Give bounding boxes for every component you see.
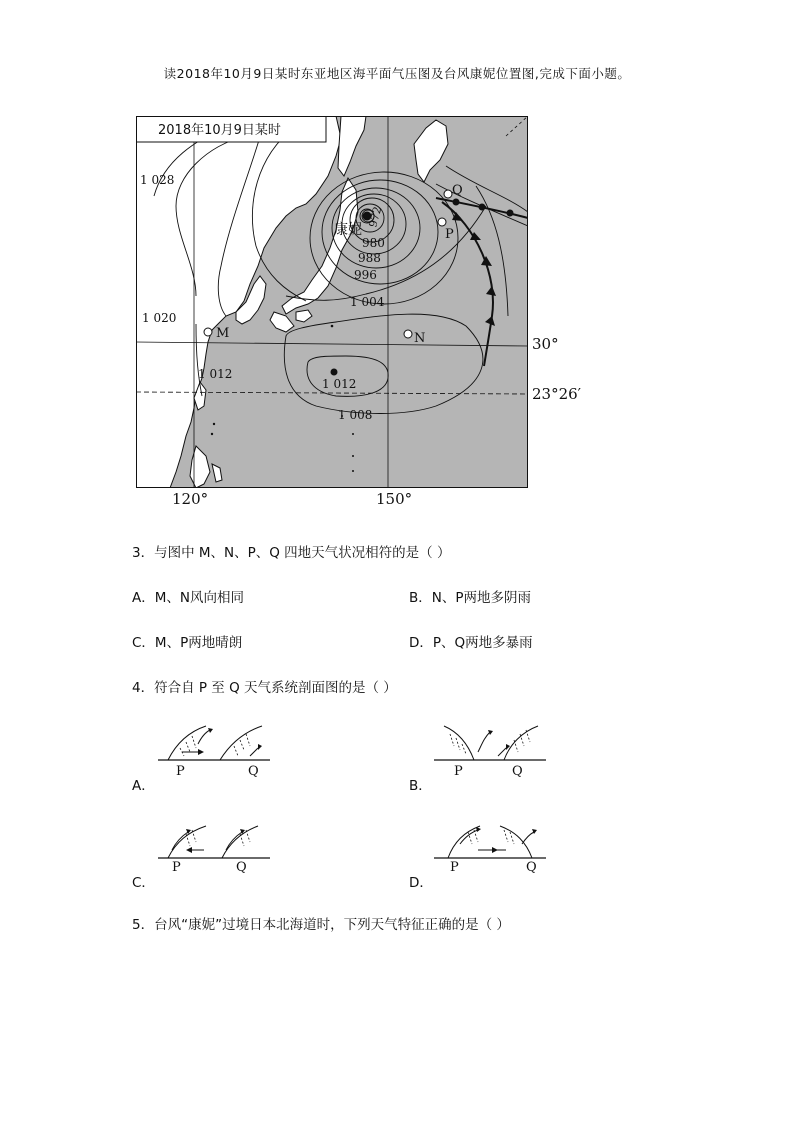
isobar-label-980: 980: [362, 236, 385, 250]
label-Q: Q: [452, 183, 463, 198]
question-5-stem: 5．台风“康妮”过境日本北海道时，下列天气特征正确的是（ ）: [132, 917, 510, 933]
label-N: N: [414, 331, 426, 346]
q4-diagram-c: [158, 820, 270, 864]
q3-option-a: A．M、N风向相同: [132, 590, 244, 606]
q4-d-label-q: Q: [526, 860, 537, 875]
q4-option-c-letter: C．: [132, 875, 155, 891]
lon-label-150: 150°: [376, 490, 413, 508]
q4-diagram-b: [434, 722, 546, 766]
high-center: [331, 369, 338, 376]
question-3-stem: 3．与图中 M、N、P、Q 四地天气状况相符的是（ ）: [132, 545, 451, 561]
pressure-map: [136, 116, 528, 488]
isobar-label-1012-high: 1 012: [322, 377, 357, 391]
isobar-label-1020: 1 020: [142, 311, 177, 325]
typhoon-name: 康妮: [334, 222, 362, 238]
lat-label-tropic: 23°26′: [532, 385, 582, 403]
q4-option-a-letter: A．: [132, 778, 155, 794]
q4-diagram-a: [158, 722, 270, 766]
label-M: M: [216, 326, 230, 341]
intro-text: 读2018年10月9日某时东亚地区海平面气压图及台风康妮位置图,完成下面小题。: [163, 66, 631, 81]
isobar-label-996: 996: [354, 268, 377, 282]
q4-b-label-p: P: [454, 764, 463, 779]
q4-c-label-p: P: [172, 860, 181, 875]
isobar-label-1008: 1 008: [338, 408, 373, 422]
q3-option-b: B．N、P两地多阴雨: [409, 590, 532, 606]
q4-d-label-p: P: [450, 860, 459, 875]
map-title: 2018年10月9日某时: [158, 123, 281, 138]
point-Q: [444, 190, 452, 198]
isobar-label-988: 988: [358, 251, 381, 265]
q4-b-label-q: Q: [512, 764, 523, 779]
q4-diagram-d: [434, 820, 546, 864]
label-P: P: [445, 227, 454, 242]
q4-option-b-letter: B．: [409, 778, 432, 794]
isobar-label-1012-left: 1 012: [198, 367, 233, 381]
point-P: [438, 218, 446, 226]
q3-option-c: C．M、P两地晴朗: [132, 635, 243, 651]
q4-a-label-q: Q: [248, 764, 259, 779]
q4-option-d-letter: D．: [409, 875, 433, 891]
isobar-label-1004: 1 004: [350, 295, 385, 309]
isobar-label-1028: 1 028: [140, 173, 175, 187]
q4-c-label-q: Q: [236, 860, 247, 875]
question-4-stem: 4．符合自 P 至 Q 天气系统剖面图的是（ ）: [132, 680, 397, 696]
q4-a-label-p: P: [176, 764, 185, 779]
q3-option-d: D．P、Q两地多暴雨: [409, 635, 533, 651]
isobar-label-972: 972: [366, 205, 385, 229]
point-N: [404, 330, 412, 338]
point-M: [204, 328, 212, 336]
lat-label-30: 30°: [532, 335, 559, 353]
lon-label-120: 120°: [172, 490, 209, 508]
